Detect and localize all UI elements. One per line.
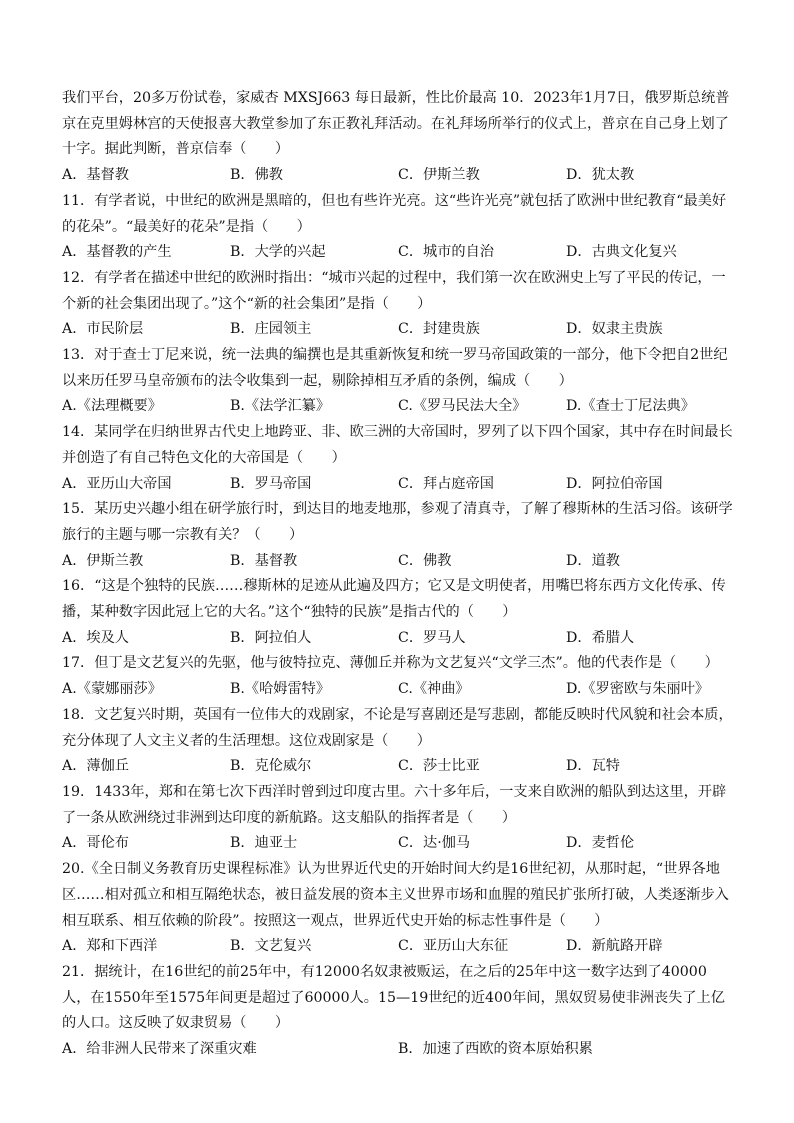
question-block [62,651,734,702]
option-c: C．拜占庭帝国 [398,475,494,492]
option-a: A.《法理概要》 [62,398,162,415]
question-block [62,703,734,780]
question-text: 13．对于查士丁尼来说，统一法典的编撰也是其重新恢复和统一罗马帝国政策的一部分，他下令把自2世纪以来历任罗马皇帝颁布的法令收集到一起，剔除掉相互矛盾的条例，编成（ ） [62,347,728,389]
option-a: A．薄伽丘 [62,758,129,775]
question-text: 19．1433年，郑和在第七次下西洋时曾到过印度古里。六十多年后，一支来自欧洲的船队到达这里，开辟了一条从欧洲绕过非洲到达印度的新航路。这支船队的指挥者是（ ） [62,783,727,826]
option-b: B．克伦威尔 [230,758,312,775]
options-row [62,472,734,498]
options-row [62,549,734,575]
options-row [62,934,734,960]
option-a: A．给非洲人民带来了深重灾难 [62,1041,257,1058]
question-text: 17．但丁是文艺复兴的先驱，他与彼特拉克、薄伽丘并称为文艺复兴“文学三杰”。他的代表作是（ ） [62,655,719,672]
question-text: 15．某历史兴趣小组在研学旅行时，到达目的地麦地那，参观了清真寺，了解了穆斯林的生活习俗。该研学旅行的主题与哪一宗教有关？（ ） [62,501,733,543]
question-text: 18．文艺复兴时期，英国有一位伟大的戏剧家，不论是写喜剧还是写悲剧，都能反映时代风貌和社会本质，充分体现了人文主义者的生活理想。这位戏剧家是（ ） [62,706,733,749]
option-d: D．阿拉伯帝国 [566,475,663,492]
option-d: D.《罗密欧与朱丽叶》 [566,681,710,698]
option-d: D．奴隶主贵族 [566,321,663,338]
option-a: A．伊斯兰教 [62,552,144,569]
question-block [62,420,734,497]
option-d: D．道教 [566,552,620,569]
option-a: A．哥伦布 [62,835,129,852]
option-d: D．犹太教 [566,167,635,184]
option-d: D．希腊人 [566,629,635,646]
option-d: D.《查士丁尼法典》 [566,398,695,415]
option-a: A．埃及人 [62,629,129,646]
option-c: C.《罗马民法大全》 [398,398,527,415]
option-c: C.《神曲》 [398,681,470,698]
question-text: 20.《全日制义务教育历史课程标准》认为世界近代史的开始时间大约是16世纪初，从那时起，“世界各地区……相对孤立和相互隔绝状态，被日益发展的资本主义世界市场和血腥的殖民扩张所打破，人类逐渐步入相互联系、相互依赖的阶段”。按照这一观点，世界近代史开始的标志性事件是（ ） [62,861,729,929]
question-block [62,960,734,1063]
option-c: C．伊斯兰教 [398,167,480,184]
option-b: B.《哈姆雷特》 [230,681,331,698]
option-d: D．古典文化复兴 [566,244,677,261]
option-a: A．基督教的产生 [62,244,172,261]
option-b: B．佛教 [230,167,283,184]
option-a: A．郑和下西洋 [62,938,158,955]
exam-page [62,86,734,1063]
question-text: 12．有学者在描述中世纪的欧洲时指出：“城市兴起的过程中，我们第一次在欧洲史上写了平民的传记，一个新的社会集团出现了。”这个“新的社会集团”是指（ ） [62,269,726,312]
question-block [62,780,734,857]
question-block [62,266,734,343]
option-c: C．封建贵族 [398,321,480,338]
options-row [62,677,734,703]
option-b: B．迪亚士 [230,835,298,852]
option-b: B.《法学汇纂》 [230,398,331,415]
question-block [62,189,734,266]
option-b: B．文艺复兴 [230,938,312,955]
question-text: 21．据统计，在16世纪的前25年中，有12000名奴隶被贩运，在之后的25年中这一数字达到了40000人，在1550年至1575年间更是超过了60000人。15—19世纪的近400年间，黑奴贸易使非洲丧失了上亿的人口。这反映了奴隶贸易（ ） [62,963,725,1032]
option-d: D．瓦特 [566,758,620,775]
options-row [62,163,734,189]
question-block [62,343,734,420]
option-d: D．麦哲伦 [566,835,635,852]
question-text: 11．有学者说，中世纪的欧洲是黑暗的，但也有些许光亮。这“些许光亮”就包括了欧洲中世纪教育“最美好的花朵”。“最美好的花朵”是指（ ） [62,192,727,235]
option-a: A．基督教 [62,167,129,184]
options-row [62,831,734,857]
option-d: D．新航路开辟 [566,938,663,955]
question-block [62,857,734,960]
option-b: B．加速了西欧的资本原始积累 [398,1041,593,1058]
options-row [62,240,734,266]
question-block [62,574,734,651]
option-b: B．基督教 [230,552,298,569]
options-row [62,754,734,780]
question-block [62,86,734,189]
option-c: C．莎士比亚 [398,758,480,775]
option-c: C．城市的自治 [398,244,494,261]
options-row [62,626,734,652]
option-c: C．佛教 [398,552,452,569]
option-b: B．庄园领主 [230,321,312,338]
option-c: C．罗马人 [398,629,466,646]
question-text: 我们平台，20多万份试卷，家威杏 MXSJ663 每日最新，性比价最高 10．2023年1月7日，俄罗斯总统普京在克里姆林宫的天使报喜大教堂参加了东正教礼拜活动。在礼拜场所举行的仪式上，普京在自己身上划了十字。据此判断，普京信奉（ ） [62,90,730,158]
option-a: A．市民阶层 [62,321,144,338]
option-c: C．达·伽马 [398,835,471,852]
option-b: B．阿拉伯人 [230,629,312,646]
question-text: 14．某同学在归纳世界古代史上地跨亚、非、欧三洲的大帝国时，罗列了以下四个国家，其中存在时间最长并创造了有自己特色文化的大帝国是（ ） [62,424,733,466]
option-b: B．罗马帝国 [230,475,312,492]
options-row [62,1037,734,1063]
option-b: B．大学的兴起 [230,244,326,261]
options-row [62,394,734,420]
option-a: A．亚历山大帝国 [62,475,172,492]
question-block [62,497,734,574]
option-a: A.《蒙娜丽莎》 [62,681,162,698]
options-row [62,317,734,343]
question-text: 16．“这是个独特的民族……穆斯林的足迹从此遍及四方；它又是文明使者，用嘴巴将东西方文化传承、传播，某种数字因此冠上它的大名。”这个“独特的民族”是指古代的（ ） [62,578,726,621]
option-c: C．亚历山大东征 [398,938,509,955]
